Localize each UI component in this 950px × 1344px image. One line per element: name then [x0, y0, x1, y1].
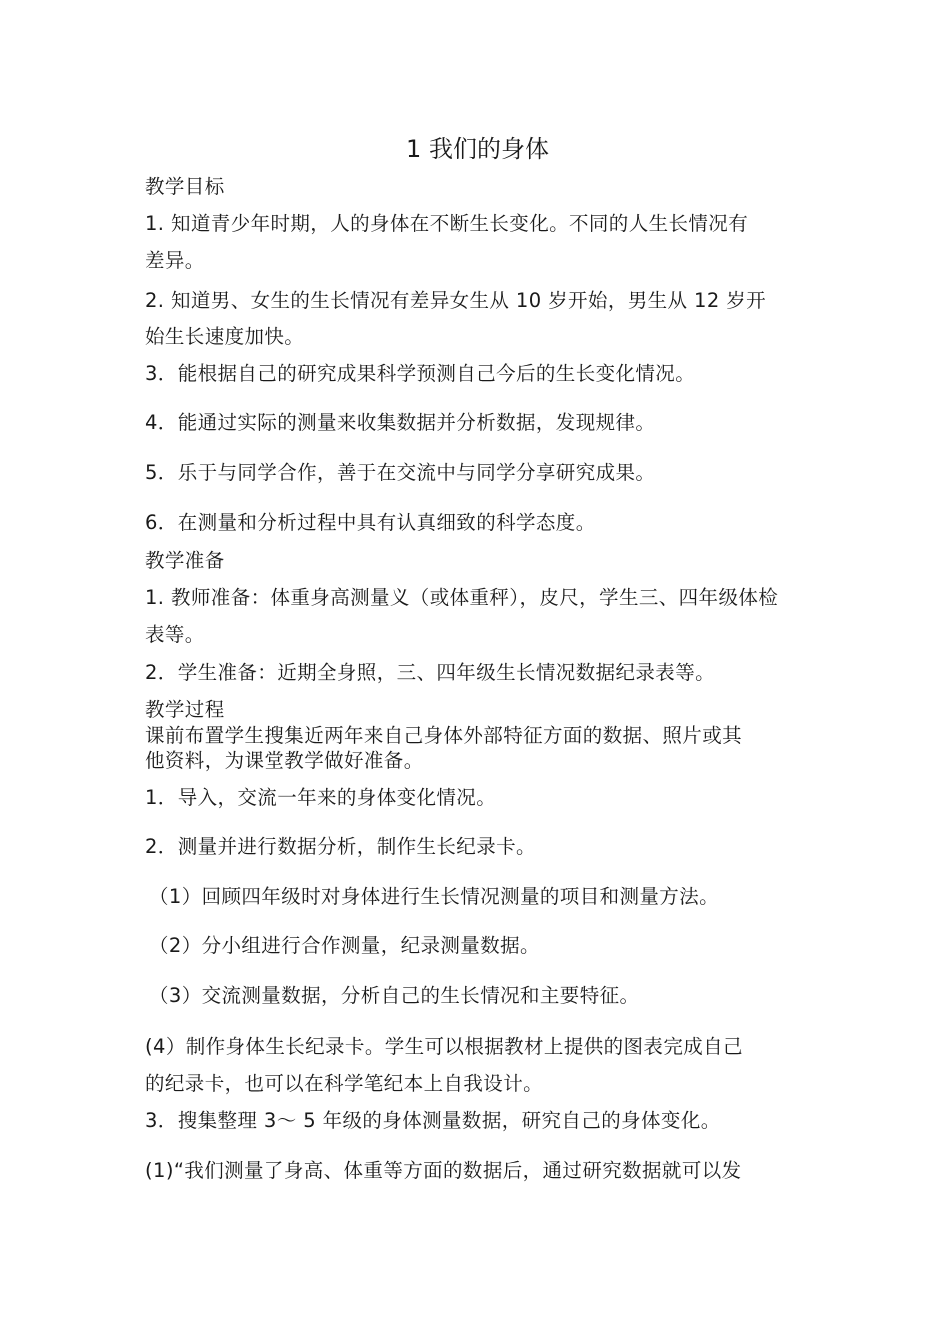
goal-line-5: 5．乐于与同学合作，善于在交流中与同学分享研究成果。	[145, 461, 656, 484]
process-step-3-substep-1: (1)“我们测量了身高、体重等方面的数据后，通过研究数据就可以发	[145, 1159, 742, 1182]
process-substep-4-cont: 的纪录卡，也可以在科学笔纪本上自我设计。	[145, 1072, 544, 1095]
section-heading-goals: 教学目标	[145, 175, 225, 198]
goal-line-1-cont: 差异。	[145, 249, 205, 272]
section-heading-prep: 教学准备	[145, 549, 225, 572]
process-intro-line: 课前布置学生搜集近两年来自己身体外部特征方面的数据、照片或其	[145, 724, 743, 747]
process-substep-2: （2）分小组进行合作测量，纪录测量数据。	[149, 934, 540, 957]
document-title: 1 我们的身体	[406, 135, 549, 163]
section-heading-process: 教学过程	[145, 698, 225, 721]
goal-line-6: 6．在测量和分析过程中具有认真细致的科学态度。	[145, 511, 596, 534]
goal-line-4: 4．能通过实际的测量来收集数据并分析数据，发现规律。	[145, 411, 656, 434]
prep-line-1-cont: 表等。	[145, 623, 205, 646]
prep-line-1: 1. 教师准备：体重身高测量义（或体重秤），皮尺，学生三、四年级体检	[145, 586, 779, 609]
goal-line-2-cont: 始生长速度加快。	[145, 325, 305, 348]
prep-line-2: 2．学生准备：近期全身照，三、四年级生长情况数据纪录表等。	[145, 661, 716, 684]
process-step-3: 3．搜集整理 3～ 5 年级的身体测量数据，研究自己的身体变化。	[145, 1109, 721, 1132]
process-intro-line-cont: 他资料，为课堂教学做好准备。	[145, 749, 424, 772]
process-step-2: 2．测量并进行数据分析，制作生长纪录卡。	[145, 835, 536, 858]
goal-line-2: 2. 知道男、女生的生长情况有差异女生从 10 岁开始，男生从 12 岁开	[145, 289, 767, 312]
goal-line-1: 1. 知道青少年时期，人的身体在不断生长变化。不同的人生长情况有	[145, 212, 749, 235]
process-substep-1: （1）回顾四年级时对身体进行生长情况测量的项目和测量方法。	[149, 885, 720, 908]
process-step-1: 1．导入，交流一年来的身体变化情况。	[145, 786, 497, 809]
process-substep-3: （3）交流测量数据，分析自己的生长情况和主要特征。	[149, 984, 640, 1007]
process-substep-4: (4）制作身体生长纪录卡。学生可以根据教材上提供的图表完成自己	[145, 1035, 743, 1058]
goal-line-3: 3．能根据自己的研究成果科学预测自己今后的生长变化情况。	[145, 362, 696, 385]
